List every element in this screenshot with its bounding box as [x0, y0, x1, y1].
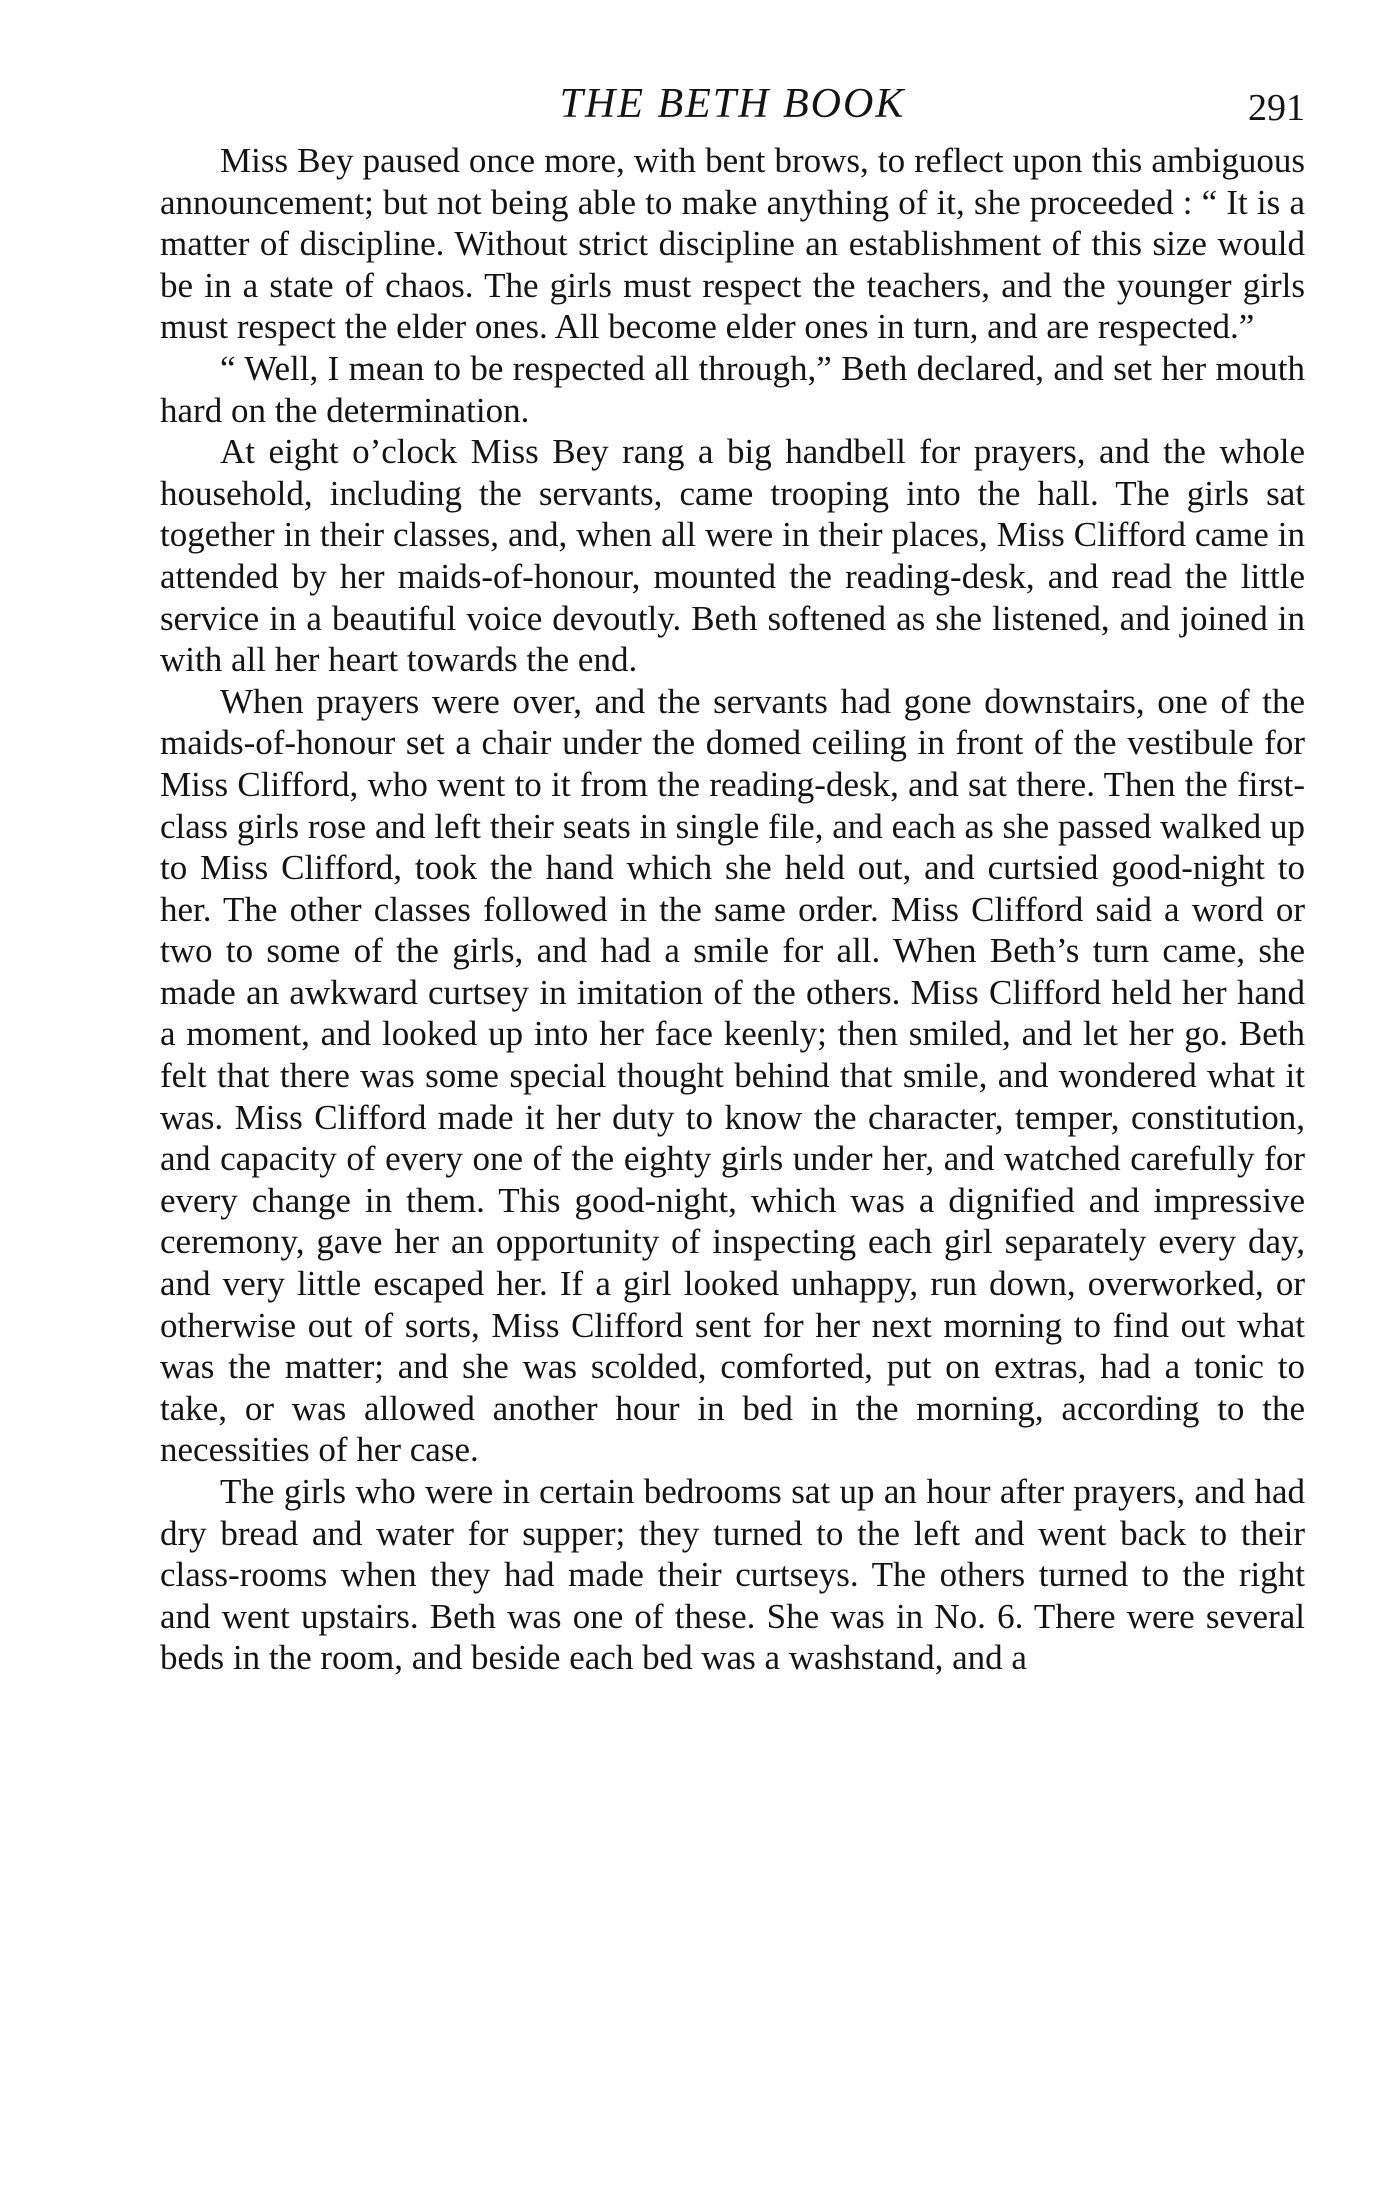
page-header [160, 74, 1305, 140]
paragraph: The girls who were in certain bedrooms sat up an hour after prayers, and had dry bread and water for supper; they turned to the left and went back to their class-rooms when they had made their curtseys. The others turned to the right and went upstairs. Beth was one of these. She was in No. 6. There were several beds in the room, and beside each bed was a washstand, and a [160, 1472, 1305, 1678]
paragraph: Miss Bey paused once more, with bent brows, to reflect upon this ambiguous announcement; but not being able to make anything of it, she proceeded : “ It is a matter of discipline. Without strict discipline an establishment of this size would be in a state of chaos. The girls must respect the teachers, and the younger girls must respect the elder ones. All become elder ones in turn, and are respected.” [160, 141, 1305, 347]
book-page [160, 74, 1305, 1679]
running-title: THE BETH BOOK [559, 81, 906, 127]
body-text [160, 140, 1305, 1679]
page-number: 291 [1248, 87, 1305, 129]
paragraph: When prayers were over, and the servants had gone downstairs, one of the maids-of-honour set a chair under the domed ceiling in front of the vestibule for Miss Clifford, who went to it from the reading-desk, and sat there. Then the first-class girls rose and left their seats in single file, and each as she passed walked up to Miss Clifford, took the hand which she held out, and curtsied good-night to her. The other classes followed in the same order. Miss Clifford said a word or two to some of the girls, and had a smile for all. When Beth’s turn came, she made an awkward curtsey in imitation of the others. Miss Clifford held her hand a moment, and looked up into her face keenly; then smiled, and let her go. Beth felt that there was some special thought behind that smile, and wondered what it was. Miss Clifford made it her duty to know the character, temper, constitution, and capacity of every one of the eighty girls under her, and watched carefully for every change in them. This good-night, which was a dignified and impressive ceremony, gave her an opportunity of inspecting each girl separately every day, and very little escaped her. If a girl looked unhappy, run down, overworked, or otherwise out of sorts, Miss Clifford sent for her next morning to find out what was the matter; and she was scolded, comforted, put on extras, had a tonic to take, or was allowed another hour in bed in the morning, according to the necessities of her case. [160, 681, 1305, 1470]
paragraph: “ Well, I mean to be respected all through,” Beth declared, and set her mouth hard on the determination. [160, 348, 1305, 430]
paragraph: At eight o’clock Miss Bey rang a big handbell for prayers, and the whole household, including the servants, came trooping into the hall. The girls sat together in their classes, and, when all were in their places, Miss Clifford came in attended by her maids-of-honour, mounted the reading-desk, and read the little service in a beautiful voice devoutly. Beth softened as she listened, and joined in with all her heart towards the end. [160, 432, 1305, 680]
